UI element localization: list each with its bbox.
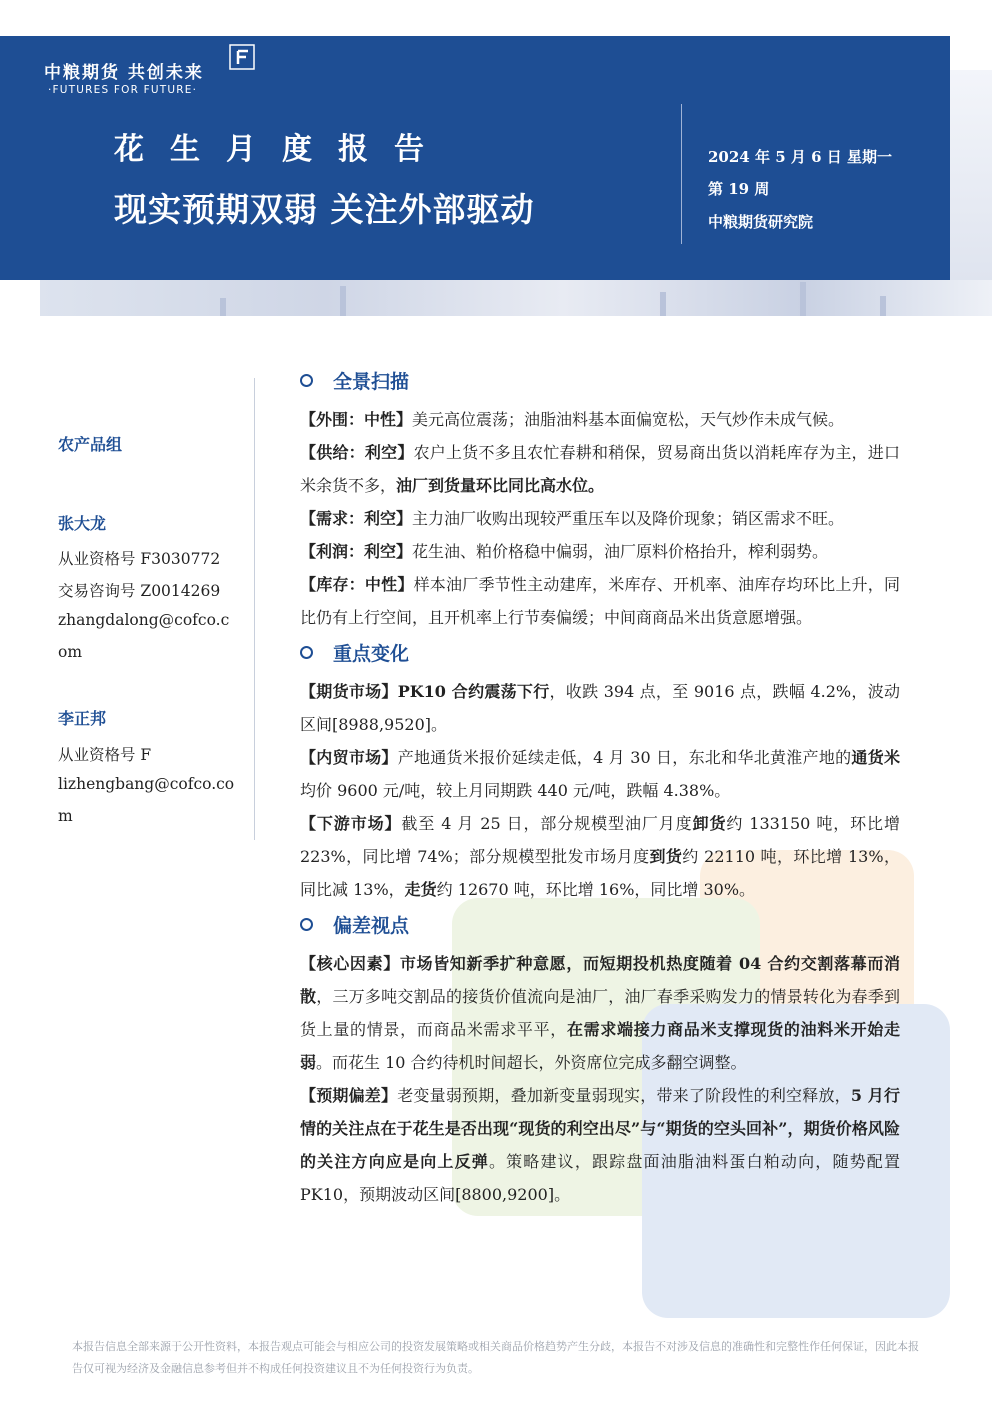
sidebar-group-name: 农产品组 — [58, 435, 123, 454]
section-heading-changes: 重点变化 — [300, 639, 409, 666]
disclaimer-footer: 本报告信息全部来源于公开性资料，本报告观点可能会与相应公司的投资发展策略或相关商品价格趋势产生分歧，本报告不对涉及信息的准确性和完整性作任何保证，因此本报告仅可视为经济及金融信息参考但并不构成任何投资建议且不为任何投资行为负责。 — [72, 1340, 919, 1375]
header-banner-image — [40, 280, 992, 316]
report-main-title: 现实预期双弱 关注外部驱动 — [114, 190, 535, 229]
logo-icon — [229, 44, 255, 70]
scan-paragraphs: 【外围：中性】美元高位震荡；油脂油料基本面偏宽松，天气炒作未成气候。 【供给：利空】农户上货不多且农忙春耕和稍保，贸易商出货以消耗库存为主，进口米余货不多，油厂到货量环比同比高水位。 【需求：利空】主力油厂收购出现较严重压车以及降价现象；销区需求不旺。 【利润：利空】花生油、粕价格稳中偏弱，油厂原料价格抬升，榨利弱势。 【库存：中性】样本油厂季节性主动建库，米库存、开机率、油库存均环比上升，同比仍有上行空间，且开机率上行节奏偏缓；中间商商品米出货意愿增强。 — [300, 410, 900, 627]
analyst-email[interactable]: zhangdalong@cofco.c — [58, 611, 230, 629]
analyst-name: 张大龙 — [58, 514, 107, 533]
bullet-circle-icon — [300, 646, 313, 659]
analyst-email-cont[interactable]: m — [58, 807, 73, 825]
analyst-email-cont[interactable]: om — [58, 643, 83, 661]
section-heading-deviation: 偏差视点 — [300, 911, 409, 938]
logo-text: 中粮期货 共创未来 — [44, 63, 204, 83]
section-heading-scan: 全景扫描 — [300, 367, 409, 394]
analyst-name: 李正邦 — [58, 709, 107, 728]
analyst-qualification: 从业资格号 F3030772 — [58, 550, 221, 568]
deviation-paragraphs: 【核心因素】市场皆知新季扩种意愿，而短期投机热度随着 04 合约交割落幕而消散，三万多吨交割品的接货价值流向是油厂，油厂春季采购发力的情景转化为春季到货上量的情景，而商品米需求平平，在需求端接力商品米支撑现货的油料米开始走弱。而花生 10 合约待机时间超长，外资席位完成多翻空调整。 【预期偏差】老变量弱预期，叠加新变量弱现实，带来了阶段性的利空释放，5 月行情的关注点在于花生是否出现“现货的利空出尽”与“期货的空头回补”，期货价格风险的关注方向应是向上反弹。策略建议，跟踪盘面油脂油料蛋白粕动向，随势配置 PK10，预期波动区间[8800,9200]。 — [300, 954, 900, 1204]
report-date: 2024 年 5 月 6 日 星期一 — [708, 148, 892, 166]
logo-slogan: ·FUTURES FOR FUTURE· — [48, 84, 198, 96]
report-category-title: 花生月度报告 — [114, 132, 450, 167]
analyst-qualification: 从业资格号 F — [58, 746, 152, 764]
analyst-email[interactable]: lizhengbang@cofco.co — [58, 775, 235, 793]
bullet-circle-icon — [300, 374, 313, 387]
bullet-circle-icon — [300, 918, 313, 931]
report-week: 第 19 周 — [708, 180, 770, 198]
changes-paragraphs: 【期货市场】PK10 合约震荡下行，收跌 394 点，至 9016 点，跌幅 4.2%，波动区间[8988,9520]。 【内贸市场】产地通货米报价延续走低，4 月 30 日，东北和华北黄淮产地的通货米均价 9600 元/吨，较上月同期跌 440 元/吨，跌幅 4.38%。 【下游市场】截至 4 月 25 日，部分规模型油厂月度卸货约 133150 吨，环比增 223%，同比增 74%；部分规模型批发市场月度到货约 22110 吨，环比增 13%，同比减 13%，走货约 12670 吨，环比增 16%，同比增 30%。 — [300, 682, 900, 899]
analyst-advisory-number: 交易咨询号 Z0014269 — [58, 582, 221, 600]
sidebar-divider — [254, 378, 255, 840]
header-side-image — [950, 70, 992, 280]
report-institute: 中粮期货研究院 — [708, 213, 814, 231]
header-divider — [681, 104, 682, 244]
